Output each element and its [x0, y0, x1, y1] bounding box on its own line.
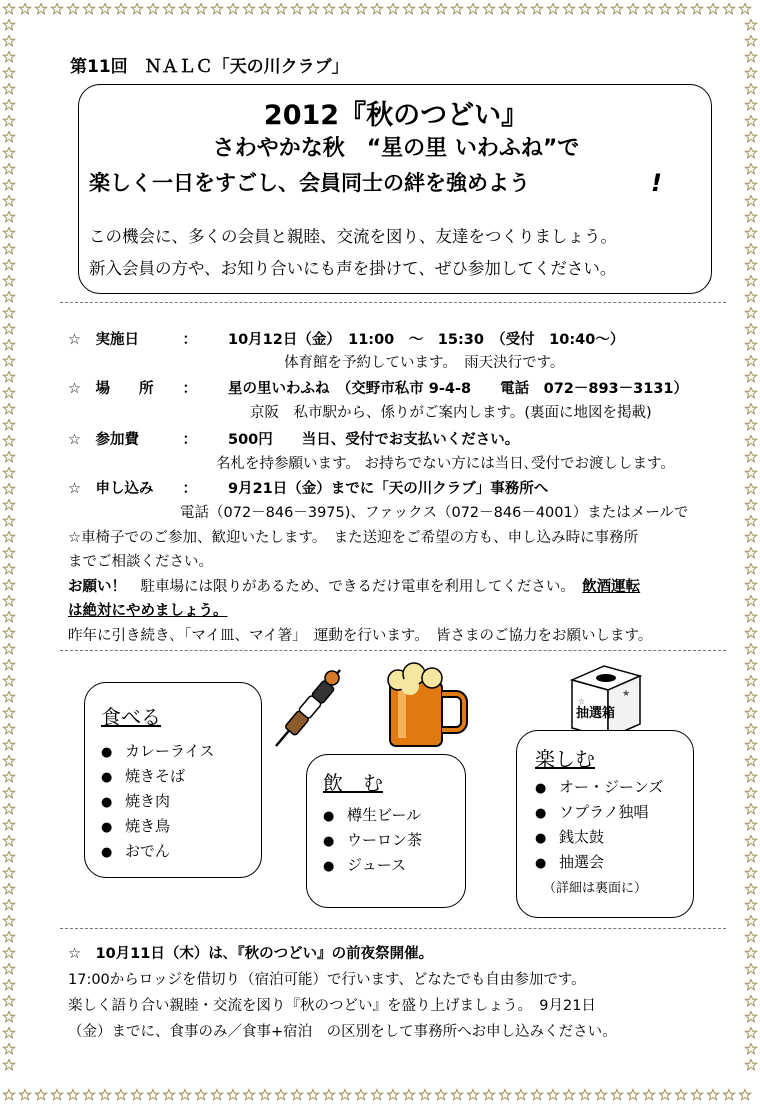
border-star: [323, 3, 334, 14]
eve-line3: （金）までに、食事のみ／食事+宿泊 の区別をして事務所へお申し込みください。: [68, 1024, 617, 1040]
border-star: [745, 931, 756, 942]
border-star: [3, 883, 14, 894]
border-star: [3, 499, 14, 510]
border-star: [745, 1043, 756, 1054]
eat-menu: [84, 682, 262, 878]
border-star: [3, 947, 14, 958]
border-star: [3, 451, 14, 462]
border-star: [371, 1089, 382, 1100]
border-star: [745, 371, 756, 382]
wheelchair-line1: ☆車椅子でのご参加、歓迎いたします。 また送迎をご希望の方も、申し込み時に事務所: [68, 530, 639, 546]
border-star: [745, 83, 756, 94]
border-star: [745, 131, 756, 142]
border-star: [3, 579, 14, 590]
request-drunk-driving-cont: は絶対にやめましょう。: [68, 603, 228, 619]
border-star: [355, 1089, 366, 1100]
border-star: [745, 35, 756, 46]
border-star: [339, 1089, 350, 1100]
headline-title: 2012『秋のつどい』: [263, 100, 529, 131]
border-star: [707, 3, 718, 14]
border-star: [131, 3, 142, 14]
border-star: [275, 3, 286, 14]
border-star: [3, 547, 14, 558]
border-star: [499, 3, 510, 14]
fun-menu-title: 楽しむ: [535, 747, 595, 771]
border-star: [3, 99, 14, 110]
border-star: [483, 1089, 494, 1100]
border-star: [547, 3, 558, 14]
border-star: [745, 483, 756, 494]
border-star: [371, 3, 382, 14]
list-item: ● 焼き肉: [101, 789, 214, 814]
svg-text:★: ★: [622, 689, 631, 699]
border-star: [515, 1089, 526, 1100]
border-star: [3, 259, 14, 270]
border-star: [3, 771, 14, 782]
border-star: [19, 3, 30, 14]
border-star: [745, 259, 756, 270]
border-star: [115, 1089, 126, 1100]
border-star: [745, 531, 756, 542]
border-star: [211, 3, 222, 14]
border-star: [291, 1089, 302, 1100]
border-star: [3, 1043, 14, 1054]
border-star: [163, 1089, 174, 1100]
border-star: [499, 1089, 510, 1100]
border-star: [3, 147, 14, 158]
border-star: [163, 3, 174, 14]
border-star: [387, 3, 398, 14]
skewer-icon: [266, 664, 352, 750]
border-star: [3, 211, 14, 222]
list-item: ● 焼き鳥: [101, 814, 214, 839]
border-star: [19, 1089, 30, 1100]
border-star: [595, 1089, 606, 1100]
border-star: [83, 1089, 94, 1100]
border-star: [3, 115, 14, 126]
drink-menu: [306, 754, 466, 908]
border-star: [67, 3, 78, 14]
fee-note: 名札を持参願います。 お持ちでない方には当日､受付でお渡しします。: [216, 456, 675, 472]
border-star: [3, 1059, 14, 1070]
date-label: ☆ 実施日 ：: [68, 332, 197, 348]
border-star: [467, 1089, 478, 1100]
border-star: [147, 1089, 158, 1100]
place-label: ☆ 場 所 ：: [68, 381, 197, 397]
border-star: [3, 691, 14, 702]
flyer-page: [30, 30, 730, 1074]
border-star: [3, 371, 14, 382]
border-star: [675, 3, 686, 14]
border-star: [3, 723, 14, 734]
border-star: [243, 3, 254, 14]
border-star: [451, 3, 462, 14]
border-star: [259, 1089, 270, 1100]
border-star: [611, 3, 622, 14]
border-star: [643, 3, 654, 14]
border-star: [745, 163, 756, 174]
border-star: [147, 3, 158, 14]
border-star: [745, 1011, 756, 1022]
border-star: [745, 419, 756, 430]
border-star: [595, 3, 606, 14]
fun-menu: [516, 730, 694, 918]
border-star: [745, 547, 756, 558]
border-star: [3, 963, 14, 974]
border-star: [745, 883, 756, 894]
border-star: [3, 131, 14, 142]
border-star: [3, 1027, 14, 1038]
border-star: [3, 787, 14, 798]
date-value: 10月12日（金） 11:00 ～ 15:30 （受付 10:40～）: [228, 332, 625, 348]
border-star: [745, 803, 756, 814]
lottery-box-label: 抽選箱: [576, 706, 616, 721]
border-star: [531, 1089, 542, 1100]
list-item: ● 銭太鼓: [535, 825, 663, 850]
border-star: [3, 35, 14, 46]
border-star: [3, 323, 14, 334]
border-star: [3, 931, 14, 942]
border-star: [723, 3, 734, 14]
border-star: [745, 227, 756, 238]
fun-menu-list: [535, 775, 663, 875]
border-star: [745, 771, 756, 782]
border-star: [195, 1089, 206, 1100]
border-star: [3, 563, 14, 574]
apply-note: 電話（072－846－3975)、ファックス（072－846－4001）またはメールで: [180, 505, 689, 521]
border-star: [3, 515, 14, 526]
headline-box: [78, 84, 712, 294]
border-star: [451, 1089, 462, 1100]
border-star: [3, 1011, 14, 1022]
border-star: [745, 835, 756, 846]
border-star: [745, 467, 756, 478]
border-star: [307, 3, 318, 14]
border-star: [659, 3, 670, 14]
border-star: [745, 403, 756, 414]
border-star: [745, 243, 756, 254]
border-star: [3, 435, 14, 446]
border-star: [691, 1089, 702, 1100]
border-star: [3, 1089, 14, 1100]
apply-label: ☆ 申し込み ：: [68, 481, 197, 497]
event-edition: 第11回 ＮＡＬＣ「天の川クラブ」: [70, 57, 349, 77]
place-value: 星の里いわふね （交野市私市 9-4-8 電話 072－893－3131）: [228, 381, 688, 397]
border-star: [627, 1089, 638, 1100]
border-star: [3, 467, 14, 478]
border-star: [3, 835, 14, 846]
border-star: [745, 307, 756, 318]
border-star: [745, 867, 756, 878]
border-star: [3, 531, 14, 542]
border-star: [3, 67, 14, 78]
border-star: [563, 1089, 574, 1100]
border-star: [3, 915, 14, 926]
list-item: ● 焼きそば: [101, 764, 214, 789]
border-star: [745, 211, 756, 222]
border-star: [83, 3, 94, 14]
border-star: [3, 419, 14, 430]
border-star: [547, 1089, 558, 1100]
border-star: [3, 403, 14, 414]
border-star: [3, 291, 14, 302]
border-star: [745, 675, 756, 686]
border-star: [99, 3, 110, 14]
border-star: [3, 163, 14, 174]
list-item: ● おでん: [101, 839, 214, 864]
border-star: [3, 611, 14, 622]
border-star: [3, 659, 14, 670]
border-star: [3, 227, 14, 238]
headline-exclaim: !: [651, 169, 662, 197]
border-star: [611, 1089, 622, 1100]
eve-title: ☆ 10月11日（木）は､『秋のつどい』の前夜祭開催。: [68, 946, 434, 962]
border-star: [745, 1027, 756, 1038]
border-star: [3, 51, 14, 62]
border-star: [3, 675, 14, 686]
border-star: [243, 1089, 254, 1100]
eat-menu-title: 食べる: [101, 705, 161, 729]
border-star: [355, 3, 366, 14]
border-star: [745, 179, 756, 190]
list-item: ● 樽生ビール: [323, 803, 422, 828]
request-line: [68, 575, 640, 596]
border-star: [659, 1089, 670, 1100]
border-star: [3, 179, 14, 190]
list-item: ● 抽選会: [535, 850, 663, 875]
border-star: [179, 3, 190, 14]
border-star: [51, 1089, 62, 1100]
border-star: [3, 387, 14, 398]
border-star: [745, 707, 756, 718]
border-star: [745, 659, 756, 670]
border-star: [745, 755, 756, 766]
border-star: [745, 67, 756, 78]
border-star: [419, 1089, 430, 1100]
border-star: [403, 3, 414, 14]
place-note: 京阪 私市駅から、係りがご案内します。(裏面に地図を掲載): [250, 405, 652, 421]
border-star: [739, 1089, 750, 1100]
border-star: [745, 291, 756, 302]
border-star: [531, 3, 542, 14]
list-item: ● ジュース: [323, 853, 422, 878]
list-item: ● ウーロン茶: [323, 828, 422, 853]
border-star: [3, 19, 14, 30]
border-star: [643, 1089, 654, 1100]
border-star: [579, 1089, 590, 1100]
border-star: [3, 995, 14, 1006]
border-star: [563, 3, 574, 14]
border-star: [707, 1089, 718, 1100]
border-star: [435, 3, 446, 14]
border-star: [275, 1089, 286, 1100]
border-star: [3, 899, 14, 910]
headline-body1: この機会に、多くの会員と親睦、交流を図り、友達をつくりましょう。: [89, 227, 617, 246]
border-star: [745, 19, 756, 30]
border-star: [419, 3, 430, 14]
eat-menu-list: [101, 739, 214, 864]
border-star: [211, 1089, 222, 1100]
list-item: ● ソプラノ独唱: [535, 800, 663, 825]
border-star: [3, 643, 14, 654]
border-star: [323, 1089, 334, 1100]
border-star: [115, 3, 126, 14]
border-star: [3, 819, 14, 830]
border-star: [3, 803, 14, 814]
border-star: [745, 115, 756, 126]
border-star: [3, 739, 14, 750]
eve-line1: 17:00からロッジを借切り（宿泊可能）で行います、どなたでも自由参加です。: [68, 972, 586, 988]
border-star: [745, 995, 756, 1006]
border-star: [131, 1089, 142, 1100]
border-star: [745, 691, 756, 702]
border-star: [745, 915, 756, 926]
border-star: [3, 355, 14, 366]
border-star: [227, 3, 238, 14]
border-star: [745, 723, 756, 734]
border-star: [291, 3, 302, 14]
border-star: [745, 275, 756, 286]
wheelchair-line2: までご相談ください。: [68, 554, 213, 570]
border-star: [515, 3, 526, 14]
border-star: [579, 3, 590, 14]
border-star: [3, 867, 14, 878]
apply-value: 9月21日（金）までに「天の川クラブ」事務所へ: [228, 481, 549, 497]
border-star: [745, 339, 756, 350]
fee-value: 500円 当日、受付でお支払いください。: [228, 432, 520, 448]
border-star: [723, 1089, 734, 1100]
border-star: [745, 947, 756, 958]
headline-line1: さわやかな秋 “星の里 いわふね”で: [212, 136, 580, 161]
list-item: ● カレーライス: [101, 739, 214, 764]
border-star: [745, 1059, 756, 1070]
border-star: [745, 563, 756, 574]
border-star: [179, 1089, 190, 1100]
border-star: [195, 3, 206, 14]
request-drunk-driving: 飲酒運転: [582, 579, 641, 595]
date-note: 体育館を予約しています。 雨天決行です。: [284, 355, 565, 371]
border-star: [435, 1089, 446, 1100]
border-star: [745, 195, 756, 206]
border-star: [467, 3, 478, 14]
border-star: [745, 499, 756, 510]
border-star: [745, 739, 756, 750]
fun-menu-note: （詳細は裏面に）: [543, 881, 648, 896]
divider-bottom: [60, 928, 726, 929]
border-star: [745, 387, 756, 398]
border-star: [745, 515, 756, 526]
border-star: [51, 3, 62, 14]
border-star: [3, 483, 14, 494]
drink-menu-list: [323, 803, 422, 878]
eve-line2: 楽しく語り合い親睦・交流を図り『秋のつどい』を盛り上げましょう。 9月21日: [68, 998, 596, 1014]
divider-middle: [60, 650, 726, 651]
border-star: [745, 627, 756, 638]
border-star: [35, 3, 46, 14]
border-star: [387, 1089, 398, 1100]
border-star: [35, 1089, 46, 1100]
border-star: [3, 595, 14, 606]
border-star: [227, 1089, 238, 1100]
border-star: [3, 755, 14, 766]
border-star: [67, 1089, 78, 1100]
border-star: [3, 243, 14, 254]
border-star: [745, 611, 756, 622]
border-star: [745, 323, 756, 334]
border-star: [339, 3, 350, 14]
drink-menu-title: 飲 む: [323, 771, 383, 795]
border-star: [745, 819, 756, 830]
border-star: [3, 83, 14, 94]
border-star: [745, 899, 756, 910]
border-star: [745, 451, 756, 462]
border-star: [99, 1089, 110, 1100]
border-star: [403, 1089, 414, 1100]
border-star: [739, 3, 750, 14]
border-star: [745, 51, 756, 62]
border-star: [3, 3, 14, 14]
border-star: [3, 851, 14, 862]
fee-label: ☆ 参加費 ：: [68, 432, 197, 448]
border-star: [3, 707, 14, 718]
request-label: お願い！: [68, 579, 126, 595]
border-star: [483, 3, 494, 14]
border-star: [745, 979, 756, 990]
headline-line2: 楽しく一日をすごし、会員同士の絆を強めよう: [89, 171, 530, 195]
border-star: [745, 851, 756, 862]
border-star: [3, 627, 14, 638]
border-star: [745, 787, 756, 798]
divider-top: [60, 302, 726, 303]
border-star: [745, 643, 756, 654]
border-star: [745, 595, 756, 606]
border-star: [745, 579, 756, 590]
border-star: [627, 3, 638, 14]
headline-body2: 新入会員の方や、お知り合いにも声を掛けて、ぜひ参加してください。: [89, 259, 617, 278]
border-star: [3, 339, 14, 350]
list-item: ● オー・ジーンズ: [535, 775, 663, 800]
border-star: [675, 1089, 686, 1100]
beer-mug-icon: [380, 660, 472, 752]
my-plate-campaign: 昨年に引き続き､「マイ皿、マイ箸」 運動を行います。 皆さまのご協力をお願いします。: [68, 628, 653, 644]
border-star: [3, 195, 14, 206]
svg-text:☆: ☆: [578, 697, 586, 706]
border-star: [307, 1089, 318, 1100]
border-star: [745, 99, 756, 110]
border-star: [3, 307, 14, 318]
border-star: [745, 147, 756, 158]
request-text: 駐車場には限りがあるため、できるだけ電車を利用してください。: [126, 579, 583, 595]
border-star: [745, 435, 756, 446]
border-star: [3, 979, 14, 990]
border-star: [691, 3, 702, 14]
border-star: [259, 3, 270, 14]
border-star: [745, 355, 756, 366]
border-star: [745, 963, 756, 974]
border-star: [3, 275, 14, 286]
